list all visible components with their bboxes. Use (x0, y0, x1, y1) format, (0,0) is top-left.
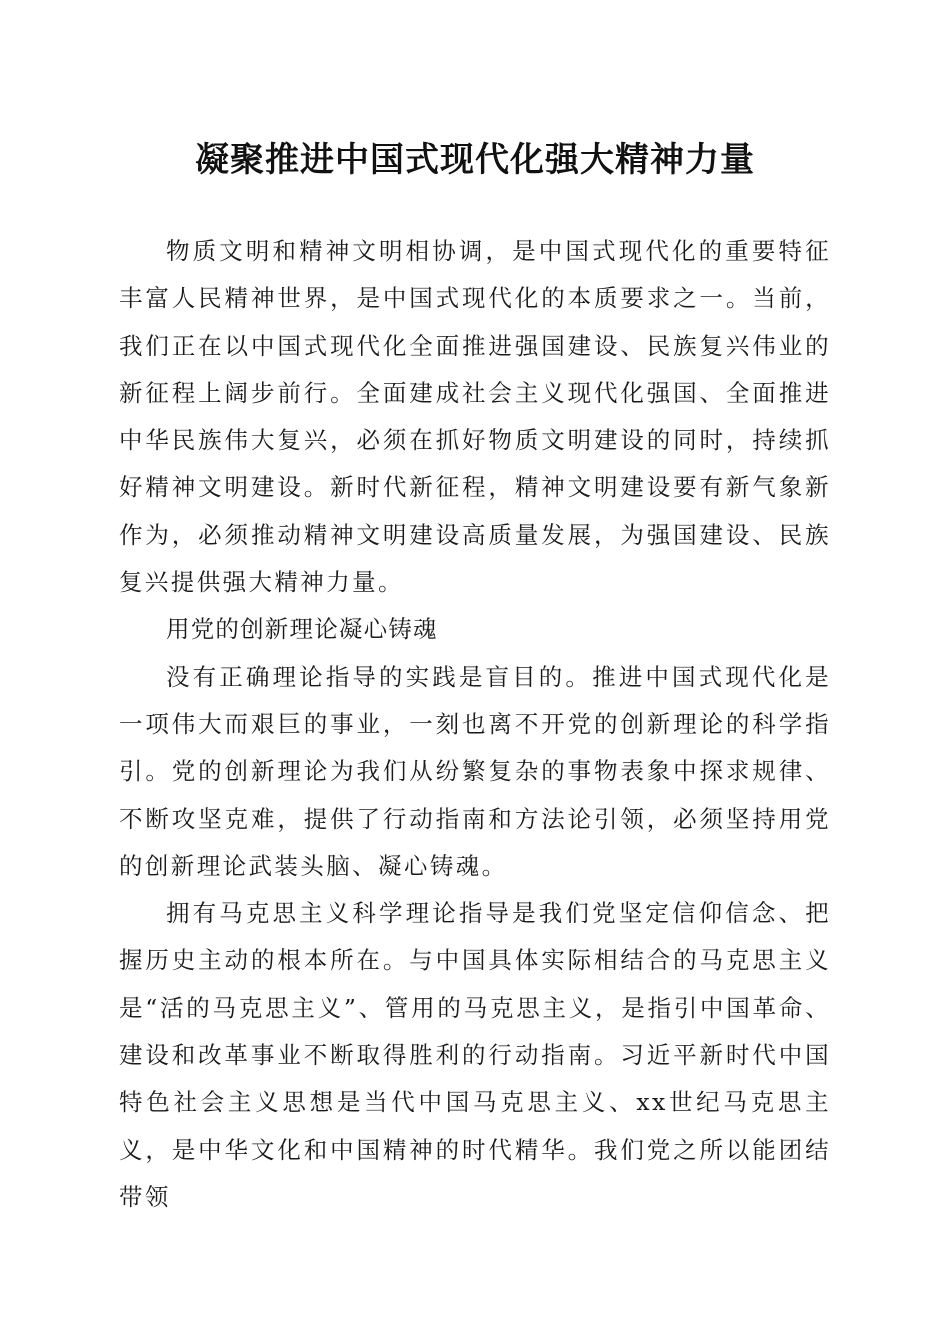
paragraph: 没有正确理论指导的实践是盲目的。推进中国式现代化是一项伟大而艰巨的事业，一刻也离不开党的创新理论的科学指引。党的创新理论为我们从纷繁复杂的事物表象中探求规律、不断攻坚克难，提供了行动指南和方法论引领，必须坚持用党的创新理论武装头脑、凝心铸魂。 (119, 662, 831, 880)
document-body (119, 228, 831, 1221)
paragraph: 物质文明和精神文明相协调，是中国式现代化的重要特征丰富人民精神世界，是中国式现代化的本质要求之一。当前，我们正在以中国式现代化全面推进强国建设、民族复兴伟业的新征程上阔步前行。全面建成社会主义现代化强国、全面推进中华民族伟大复兴，必须在抓好物质文明建设的同时，持续抓好精神文明建设。新时代新征程，精神文明建设要有新气象新作为，必须推动精神文明建设高质量发展，为强国建设、民族复兴提供强大精神力量。 (119, 237, 831, 597)
document-title: 凝聚推进中国式现代化强大精神力量 (195, 140, 755, 180)
section-heading: 用党的创新理论凝心铸魂 (166, 615, 438, 644)
paragraph: 拥有马克思主义科学理论指导是我们党坚定信仰信念、把握历史主动的根本所在。与中国具体实际相结合的马克思主义是“活的马克思主义”、管用的马克思主义，是指引中国革命、建设和改革事业不断取得胜利的行动指南。习近平新时代中国特色社会主义思想是当代中国马克思主义、xx世纪马克思主义，是中华文化和中国精神的时代精华。我们党之所以能团结带领 (119, 899, 831, 1211)
